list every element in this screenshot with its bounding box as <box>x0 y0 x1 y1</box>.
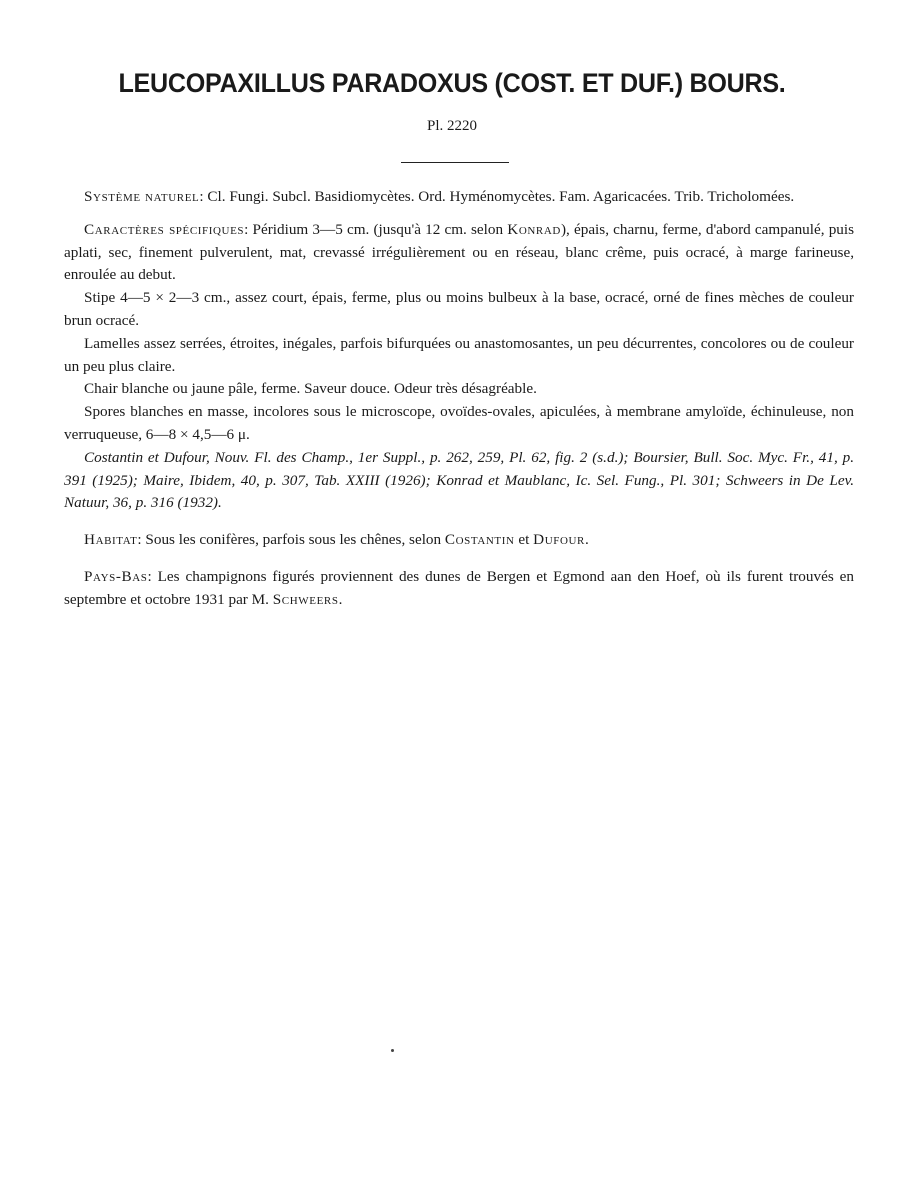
spores-paragraph: Spores blanches en masse, incolores sous le microscope, ovoïdes-ovales, apiculées, à membrane amyloïde, échinuleuse, non verruqueuse, 6—8 × 4,5—6 μ. <box>64 403 854 443</box>
habitat-text-mid: et <box>514 531 534 549</box>
caracteres-label: Caractères spécifiques <box>84 220 245 238</box>
systeme-naturel-paragraph <box>64 186 854 209</box>
habitat-label: Habitat <box>84 531 138 549</box>
pays-bas-label: Pays-Bas <box>84 567 148 585</box>
chair-paragraph: Chair blanche ou jaune pâle, ferme. Saveur douce. Odeur très désagréable. <box>84 380 537 398</box>
divider-rule <box>401 162 509 163</box>
schweers-name: Schweers <box>272 590 339 608</box>
systeme-naturel-label: Système naturel <box>84 188 200 205</box>
caracteres-paragraph <box>64 219 854 287</box>
pays-bas-text-before: : Les champignons figurés proviennent des dunes de Bergen et Egmond aan den Hoef, où ils furent trouvés en septembre et octobre 1931 par M. <box>64 567 854 608</box>
references-paragraph: Costantin et Dufour, Nouv. Fl. des Champ., 1er Suppl., p. 262, 259, Pl. 62, fig. 2 (s.d.); Boursier, Bull. Soc. Myc. Fr., 41, p. 391 (1925); Maire, Ibidem, 40, p. 307, Tab. XXIII (1926); Konrad et Maublanc, Ic. Sel. Fung., Pl. 301; Schweers in De Lev. Natuur, 36, p. 316 (1932). <box>64 448 854 512</box>
konrad-name: Konrad <box>507 220 561 238</box>
stipe-paragraph: Stipe 4—5 × 2—3 cm., assez court, épais, ferme, plus ou moins bulbeux à la base, ocracé, orné de fines mèches de couleur brun ocracé. <box>64 289 854 329</box>
caracteres-text-after: ), épais, charnu, ferme, d'abord campanulé, puis aplati, sec, finement pulverulent, mat, crevassé irrégulièrement ou en réseau, blanc crême, puis ocracé, à marge farineuse, enroulée au debut. <box>64 220 855 284</box>
pays-bas-text-after: . <box>338 590 343 608</box>
body-text <box>64 186 854 612</box>
habitat-text-after: . <box>584 531 589 549</box>
page-mark-dot <box>391 1049 394 1052</box>
plate-number: Pl. 2220 <box>426 118 477 134</box>
costantin-name: Costantin <box>444 531 515 549</box>
systeme-naturel-text: : Cl. Fungi. Subcl. Basidiomycètes. Ord. Hyménomycètes. Fam. Agaricacées. Trib. Tricholomées. <box>199 188 795 205</box>
lamelles-paragraph: Lamelles assez serrées, étroites, inégales, parfois bifurquées ou anastomosantes, un peu décurrentes, concolores ou de couleur un peu plus claire. <box>64 334 854 375</box>
habitat-paragraph <box>64 529 854 552</box>
habitat-text-before: : Sous les conifères, parfois sous les chênes, selon <box>137 531 445 549</box>
dufour-name: Dufour <box>533 531 585 549</box>
page-title: LEUCOPAXILLUS PARADOXUS (COST. ET DUF.) BOURS. <box>118 68 786 98</box>
caracteres-text-before: : Péridium 3—5 cm. (jusqu'à 12 cm. selon <box>244 220 508 238</box>
pays-bas-paragraph <box>64 566 854 612</box>
